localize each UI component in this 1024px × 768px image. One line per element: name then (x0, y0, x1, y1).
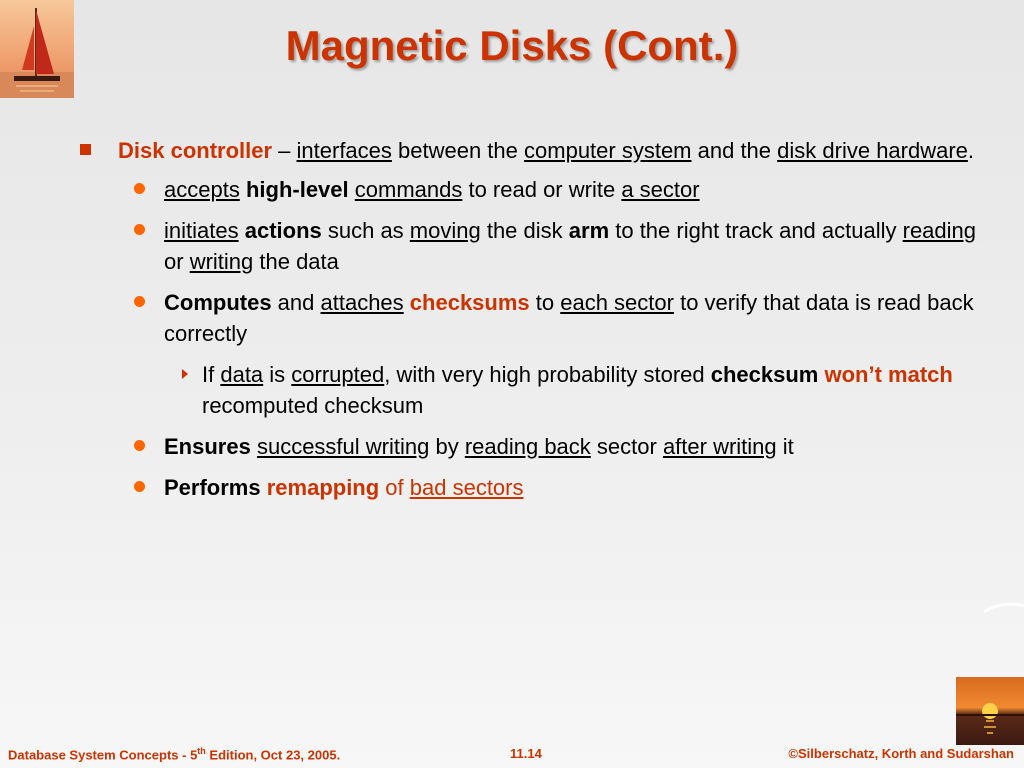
dot-bullet-icon (134, 183, 145, 194)
link-disk-drive-hardware: disk drive hardware (777, 138, 968, 163)
footer-slide-number: 11.14 (510, 746, 542, 761)
text: Edition, Oct 23, 2005. (205, 747, 341, 763)
text: each sector (560, 290, 674, 315)
text: sector (590, 434, 663, 459)
text: to the right track and actually (609, 218, 903, 243)
swoosh-decoration (984, 598, 1024, 618)
slide-body (80, 135, 980, 513)
text: , with very high probability stored (384, 362, 711, 387)
text: the data (253, 249, 339, 274)
text: Performs (164, 475, 261, 500)
slide-footer (0, 744, 1024, 768)
text: to (529, 290, 561, 315)
text: is (263, 362, 292, 387)
text: and the (691, 138, 778, 163)
text: writing (189, 249, 254, 274)
bullet-accepts (80, 174, 980, 205)
text: actions (244, 218, 322, 243)
bullet-performs (80, 472, 980, 503)
text: won’t match (824, 362, 953, 387)
bullet-ensures (80, 431, 980, 462)
square-bullet-icon (80, 144, 91, 155)
text: successful writing (256, 434, 430, 459)
text: reading back (464, 434, 591, 459)
term-disk-controller: Disk controller (118, 138, 273, 163)
text: attaches (320, 290, 404, 315)
text: bad sectors (409, 475, 524, 500)
text: reading (902, 218, 977, 243)
text: after writing (662, 434, 777, 459)
text: of (379, 475, 410, 500)
text: initiates (164, 218, 239, 243)
text: high-level (245, 177, 349, 202)
text: to read or write (462, 177, 622, 202)
text: accepts (164, 177, 240, 202)
text: to verify that data is read back correctly (164, 290, 974, 346)
text: checksums (409, 290, 530, 315)
bullet-initiates (80, 215, 980, 277)
text: – (272, 138, 297, 163)
dot-bullet-icon (134, 296, 145, 307)
text: If (202, 362, 221, 387)
text: corrupted (291, 362, 385, 387)
text: th (197, 746, 206, 756)
text: commands (354, 177, 463, 202)
text: . (967, 138, 975, 163)
dot-bullet-icon (134, 224, 145, 235)
link-interfaces: interfaces (296, 138, 392, 163)
text: arm (568, 218, 610, 243)
text: moving (409, 218, 481, 243)
text: checksum (710, 362, 819, 387)
text: it (776, 434, 794, 459)
arrow-bullet-icon (182, 369, 188, 379)
footer-book-title (8, 746, 340, 762)
dot-bullet-icon (134, 440, 145, 451)
text: data (220, 362, 264, 387)
dot-bullet-icon (134, 481, 145, 492)
text: Database System Concepts - 5 (8, 747, 198, 763)
footer-copyright: ©Silberschatz, Korth and Sudarshan (788, 746, 1014, 761)
text: remapping (266, 475, 380, 500)
sub-bullet-corrupted (80, 359, 980, 421)
bullet-disk-controller (80, 135, 980, 166)
link-computer-system: computer system (524, 138, 692, 163)
bullet-computes (80, 287, 980, 349)
slide-title: Magnetic Disks (Cont.) (285, 22, 739, 69)
text: or (164, 249, 190, 274)
sunset-icon (956, 677, 1024, 745)
text: a sector (621, 177, 700, 202)
text: recomputed checksum (202, 393, 424, 418)
text: between the (391, 138, 525, 163)
text: by (429, 434, 465, 459)
text: Ensures (164, 434, 251, 459)
text: the disk (480, 218, 569, 243)
text: such as (321, 218, 410, 243)
text: Computes (164, 290, 272, 315)
text: and (271, 290, 321, 315)
